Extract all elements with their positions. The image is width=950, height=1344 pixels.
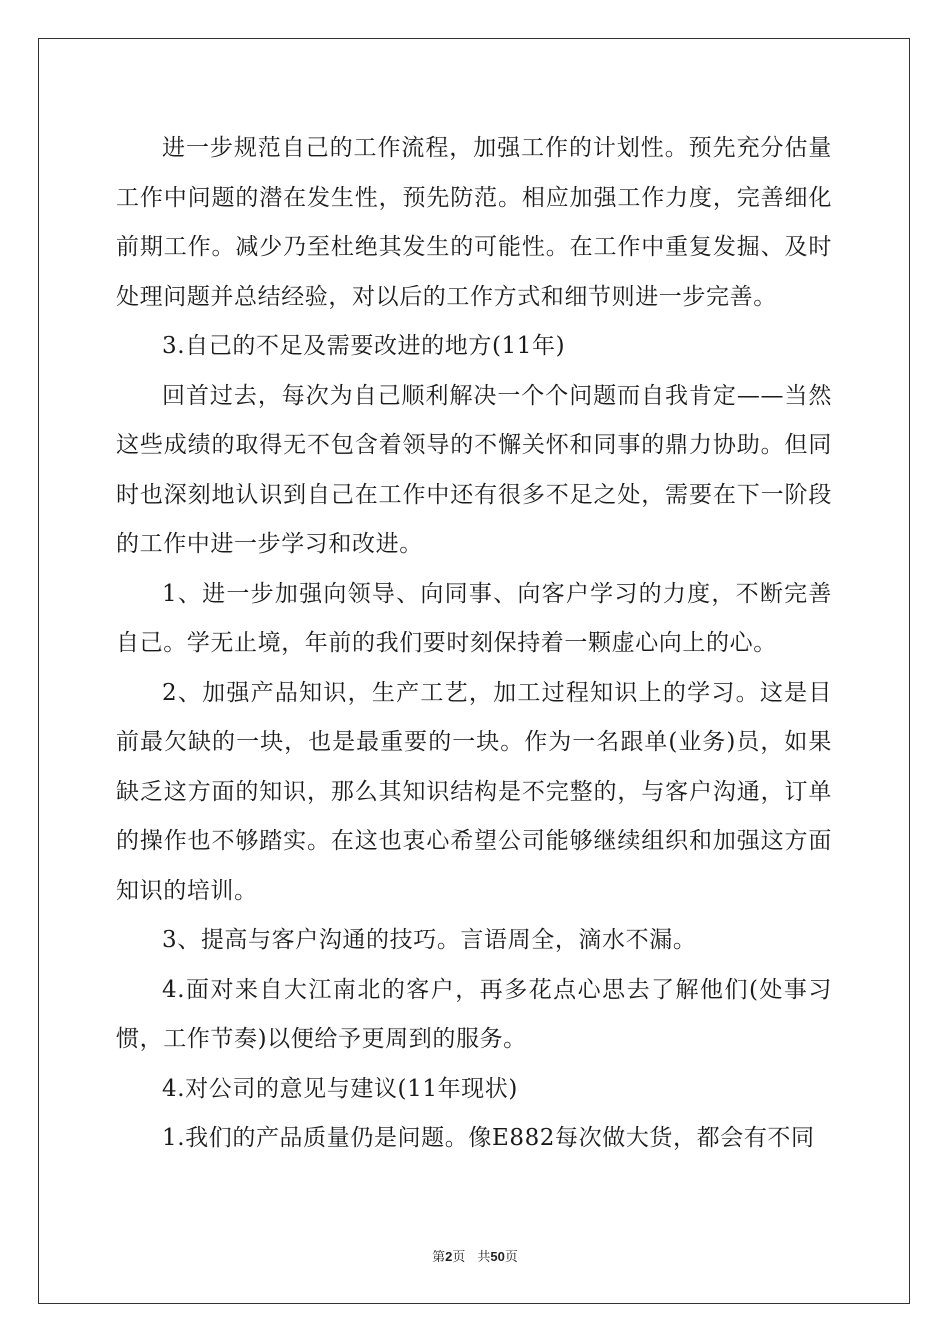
total-suffix: 页 [504, 1250, 518, 1265]
paragraph-1: 进一步规范自己的工作流程，加强工作的计划性。预先充分估量工作中问题的潜在发生性，预先防范。相应加强工作力度，完善细化前期工作。减少乃至杜绝其发生的可能性。在工作中重复发掘、及时处理问题并总结经验，对以后的工作方式和细节则进一步完善。 [116, 135, 832, 310]
page-suffix: 页 [452, 1250, 466, 1265]
total-prefix: 共 [477, 1250, 491, 1265]
document-body [116, 124, 832, 1164]
paragraph-2-heading: 3.自己的不足及需要改进的地方(11年) [162, 333, 566, 359]
page-footer [0, 1246, 950, 1265]
total-pages: 50 [490, 1249, 505, 1264]
paragraph-8-heading: 4.对公司的意见与建议(11年现状) [162, 1075, 518, 1102]
paragraph-3: 回首过去，每次为自己顺利解决一个个问题而自我肯定——当然这些成绩的取得无不包含着领导的不懈关怀和同事的鼎力协助。但同时也深刻地认识到自己在工作中还有很多不足之处，需要在下一阶段的工作中进一步学习和改进。 [116, 382, 832, 557]
paragraph-7: 4.面对来自大江南北的客户，再多花点心思去了解他们(处事习惯，工作节奏)以便给予更周到的服务。 [116, 976, 832, 1052]
paragraph-6: 3、提高与客户沟通的技巧。言语周全，滴水不漏。 [162, 927, 697, 953]
page-number: 2 [445, 1249, 453, 1264]
paragraph-5: 2、加强产品知识，生产工艺，加工过程知识上的学习。这是目前最欠缺的一块，也是最重要的一块。作为一名跟单(业务)员，如果缺乏这方面的知识，那么其知识结构是不完整的，与客户沟通，订单的操作也不够踏实。在这也衷心希望公司能够继续组织和加强这方面知识的培训。 [116, 679, 832, 904]
page-prefix: 第 [432, 1250, 446, 1265]
paragraph-9: 1.我们的产品质量仍是问题。像E882每次做大货，都会有不同 [162, 1125, 815, 1151]
paragraph-4: 1、进一步加强向领导、向同事、向客户学习的力度，不断完善自己。学无止境，年前的我们要时刻保持着一颗虚心向上的心。 [116, 580, 832, 656]
